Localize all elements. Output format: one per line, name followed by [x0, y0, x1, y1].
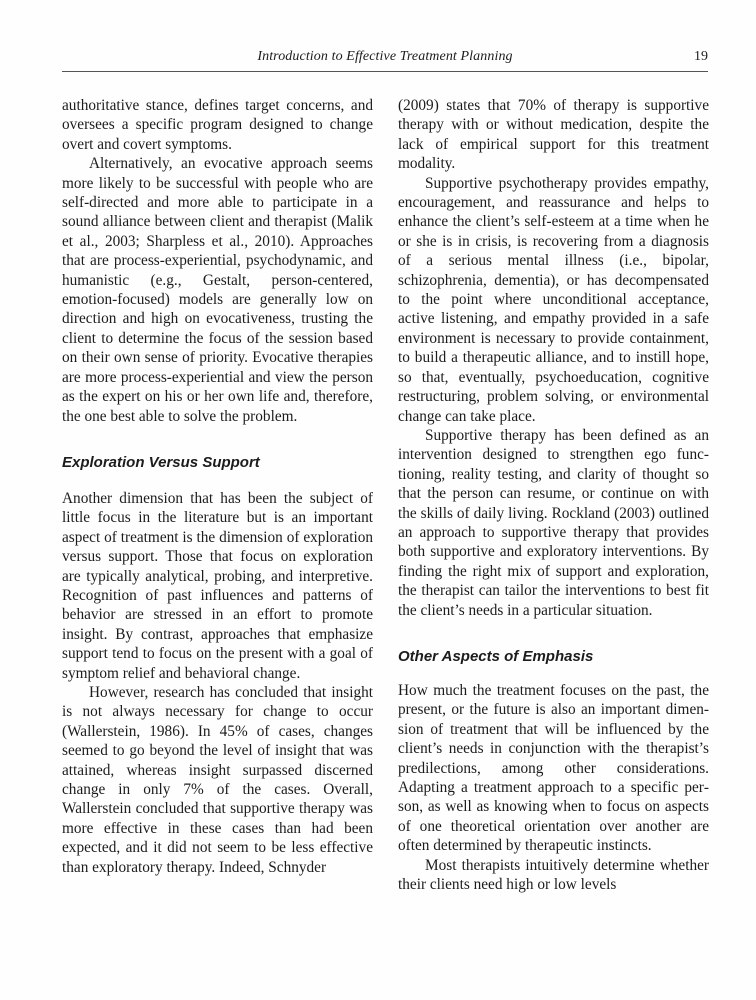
right-column: [398, 96, 709, 894]
section-heading: Other Aspects of Emphasis: [398, 647, 594, 665]
paragraph: Alternatively, an evocative approach seems more likely to be successful with people who are self-directed and more able to participate in a sound alliance between client and therapist (Malik et al., 2003; Sharpless et al., 2010). Approaches that are process-experiential, psychodynamic, and humanistic (e.g., Gestalt, person-centered, emotion-focused) models are generally low on direction and high on evocativeness, trusting the client to determine the focus of the session based on their own sense of priority. Evocative therapies are more process-experiential and view the person as the expert on his or her own life and, therefore, the one best able to solve the problem.: [62, 155, 373, 425]
paragraph: Supportive therapy has been defined as an intervention designed to strengthen ego functioning, reality testing, and clarity of thought so that the person can resume, or continue on with the skills of daily living. Rockland (2003) outlined an approach to supportive therapy that provides both supportive and exploratory interventions. By finding the right mix of support and exploration, the therapist can tailor the interventions to best fit the client’s needs in a particular situation.: [398, 426, 709, 619]
page-number: 19: [694, 49, 708, 64]
left-column: [62, 96, 373, 877]
paragraph: authoritative stance, defines target concerns, and oversees a specific program designed to change overt and covert symptoms.: [62, 97, 373, 153]
paragraph: How much the treatment focuses on the past, the present, or the future is also an important dimension of treatment that will be influenced by the client’s needs in conjunction with the therapist’s predilections, among other considerations. Adapting a treatment approach to a specific person, as well as knowing when to focus on aspects of one theoretical orientation over another are often determined by therapeutic instincts.: [398, 681, 709, 855]
running-header-title: Introduction to Effective Treatment Planning: [257, 49, 513, 64]
paragraph: Most therapists intuitively determine whether their clients need high or low levels: [398, 856, 709, 894]
paragraph: Supportive psychotherapy provides empathy, encouragement, and reassurance and helps to enhance the client’s self-esteem at a time when he or she is in crisis, is recovering from a diagnosis of a serious mental illness (i.e., bipolar, schizophrenia, dementia), or has decompensated to the point where unconditional acceptance, active listening, and empathy provided in a safe environment is necessary to provide containment, to build a therapeutic alliance, and to instill hope, so that, eventually, psychoeducation, cognitive restructuring, problem solving, or environmental change can take place.: [398, 174, 709, 425]
running-header: [62, 49, 708, 72]
paragraph: However, research has concluded that insight is not always necessary for change to occur (Wallerstein, 1986). In 45% of cases, changes seemed to go beyond the level of insight that was attained, whereas insight surpassed discerned change in only 7% of the cases. Overall, Wallerstein concluded that supportive therapy was more effective in these cases than had been expected, and it did not seem to be less effective than exploratory therapy. Indeed, Schnyder: [62, 683, 373, 876]
paragraph: Another dimension that has been the subject of little focus in the literature but is an important aspect of treatment is the dimension of exploration versus support. Those that focus on exploration are typically analytical, probing, and interpretive. Recognition of past influences and patterns of behavior are stressed in an effort to promote insight. By contrast, approaches that emphasize support tend to focus on the present with a goal of symptom relief and behavioral change.: [62, 489, 373, 682]
section-heading: Exploration Versus Support: [62, 453, 260, 471]
paragraph: (2009) states that 70% of therapy is supportive therapy with or without medication, despite the lack of empirical support for this treatment modality.: [398, 97, 709, 173]
